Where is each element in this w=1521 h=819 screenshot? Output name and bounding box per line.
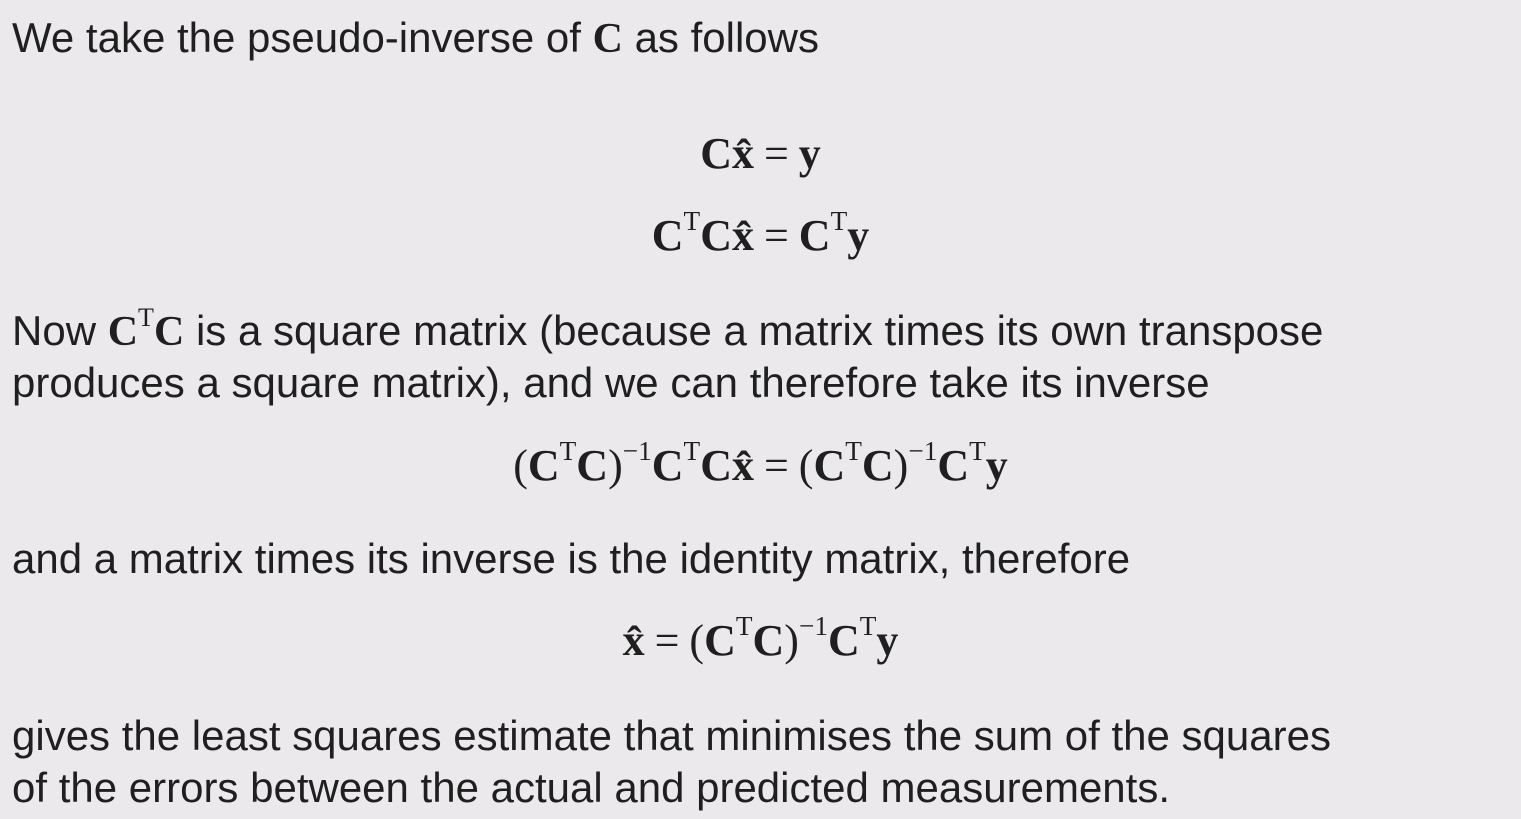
eq1-equals: = xyxy=(763,129,789,178)
para2-line2: produces a square matrix), and we can therefore take its inverse xyxy=(12,359,1210,406)
eq3-c4: Cx̂ xyxy=(700,441,754,490)
eq3-c7: C xyxy=(937,441,970,490)
eq4-close: ) xyxy=(784,616,799,665)
eq4-equals: = xyxy=(654,616,680,665)
para4-line2: of the errors between the actual and predicted measurements. xyxy=(12,764,1170,811)
eq1-rhs: y xyxy=(798,129,821,178)
eq3-c1: C xyxy=(527,441,560,490)
eq4-c2: C xyxy=(752,616,785,665)
equation-2 xyxy=(0,206,1521,262)
eq2-equals: = xyxy=(763,211,789,260)
equation-3 xyxy=(0,436,1521,492)
eq2-c1: C xyxy=(651,211,684,260)
eq4-open: ( xyxy=(689,616,705,665)
eq3-transpose-1: T xyxy=(559,436,577,467)
eq3-close-2: ) xyxy=(893,441,909,490)
intro-prefix: We take the pseudo-inverse of xyxy=(12,14,593,61)
eq3-transpose-2: T xyxy=(683,436,701,467)
eq3-inverse-2: −1 xyxy=(908,436,938,467)
eq3-close-1: ) xyxy=(608,441,623,490)
equation-1 xyxy=(0,128,1521,180)
eq3-y: y xyxy=(985,441,1008,490)
eq3-inverse-1: −1 xyxy=(622,436,652,467)
eq4-transpose-2: T xyxy=(859,611,877,642)
eq3-c3: C xyxy=(651,441,684,490)
eq4-c3: C xyxy=(827,616,860,665)
eq1-lhs: Cx̂ xyxy=(700,129,754,178)
para3-line: and a matrix times its inverse is the identity matrix, therefore xyxy=(12,535,1131,582)
para2-sym-t: T xyxy=(138,303,154,333)
eq4-c1: C xyxy=(704,616,736,665)
eq2-c3: C xyxy=(798,211,831,260)
eq3-equals: = xyxy=(763,441,789,490)
eq2-c2: Cx̂ xyxy=(700,211,754,260)
para2-line1 xyxy=(12,305,1323,358)
eq4-y: y xyxy=(876,616,899,665)
eq3-c6: C xyxy=(861,441,894,490)
eq2-transpose-1: T xyxy=(683,206,701,237)
equation-4 xyxy=(0,611,1521,667)
eq4-xhat: x̂ xyxy=(622,616,645,665)
eq3-open-1: ( xyxy=(513,441,528,490)
intro-symbol-c: C xyxy=(592,16,623,62)
eq2-y: y xyxy=(847,211,870,260)
eq3-c5: C xyxy=(813,441,846,490)
intro-suffix: as follows xyxy=(622,14,819,61)
eq4-transpose-1: T xyxy=(735,611,753,642)
para2-sym-c2: C xyxy=(153,309,185,355)
para2-sym-c1: C xyxy=(107,309,139,355)
eq3-transpose-4: T xyxy=(969,436,986,467)
para2-prefix: Now xyxy=(12,307,108,354)
eq2-transpose-2: T xyxy=(830,206,848,237)
eq3-open-2: ( xyxy=(798,441,814,490)
eq3-c2: C xyxy=(576,441,609,490)
eq3-transpose-3: T xyxy=(845,436,862,467)
para4-line1: gives the least squares estimate that minimises the sum of the squares xyxy=(12,712,1331,759)
intro-line xyxy=(12,12,819,65)
eq4-inverse: −1 xyxy=(798,611,828,642)
para2-suffix: is a square matrix (because a matrix times its own transpose xyxy=(184,307,1324,354)
